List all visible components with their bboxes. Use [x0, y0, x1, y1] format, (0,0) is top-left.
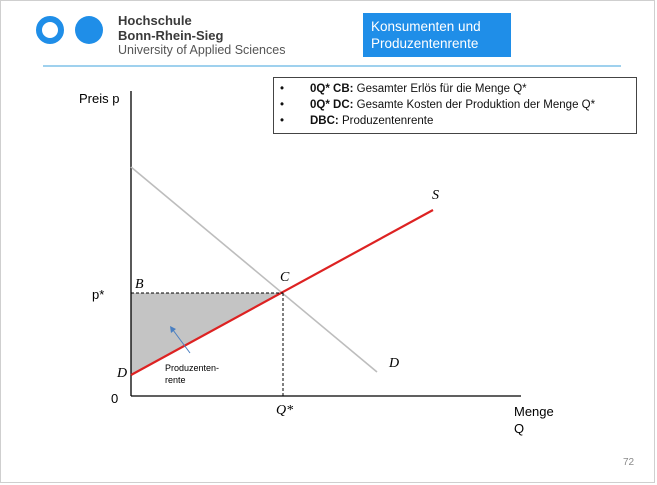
y-axis-label: Preis p [79, 91, 120, 106]
demand-label: D [389, 356, 400, 371]
area-label-line-1: Produzenten- [165, 363, 220, 373]
point-c-label: C [280, 270, 290, 285]
bullet-icon: • [280, 99, 285, 111]
x-axis-label-line-1: Menge [514, 404, 554, 419]
bullet-icon: • [280, 83, 285, 95]
surplus-diagram [1, 1, 655, 483]
point-b-label: B [135, 277, 144, 292]
legend-text: Gesamter Erlös für die Menge Q* [353, 83, 527, 95]
institution-line-2: Bonn-Rhein-Sieg [118, 28, 224, 43]
legend-term: DBC: [310, 115, 339, 127]
quantity-label: Q* [276, 403, 294, 418]
area-label-line-2: rente [165, 375, 186, 385]
page-number: 72 [623, 457, 635, 468]
point-d-intercept-label: D [117, 366, 128, 381]
supply-label: S [432, 188, 439, 203]
x-axis-label-line-2: Q [514, 421, 525, 436]
slide-title-line-2: Produzentenrente [371, 36, 479, 51]
slide-title-line-1: Konsumenten und [371, 19, 481, 34]
legend-term: 0Q* CB: [310, 83, 354, 95]
origin-label: 0 [111, 391, 119, 406]
legend-text: Gesamte Kosten der Produktion der Menge Q* [353, 99, 596, 111]
legend-term: 0Q* DC: [310, 99, 354, 111]
bullet-icon: • [280, 115, 285, 127]
institution-line-1: Hochschule [118, 13, 192, 28]
legend-text: Produzentenrente [338, 115, 434, 127]
price-label: p* [92, 287, 105, 302]
institution-line-3: University of Applied Sciences [118, 43, 286, 57]
